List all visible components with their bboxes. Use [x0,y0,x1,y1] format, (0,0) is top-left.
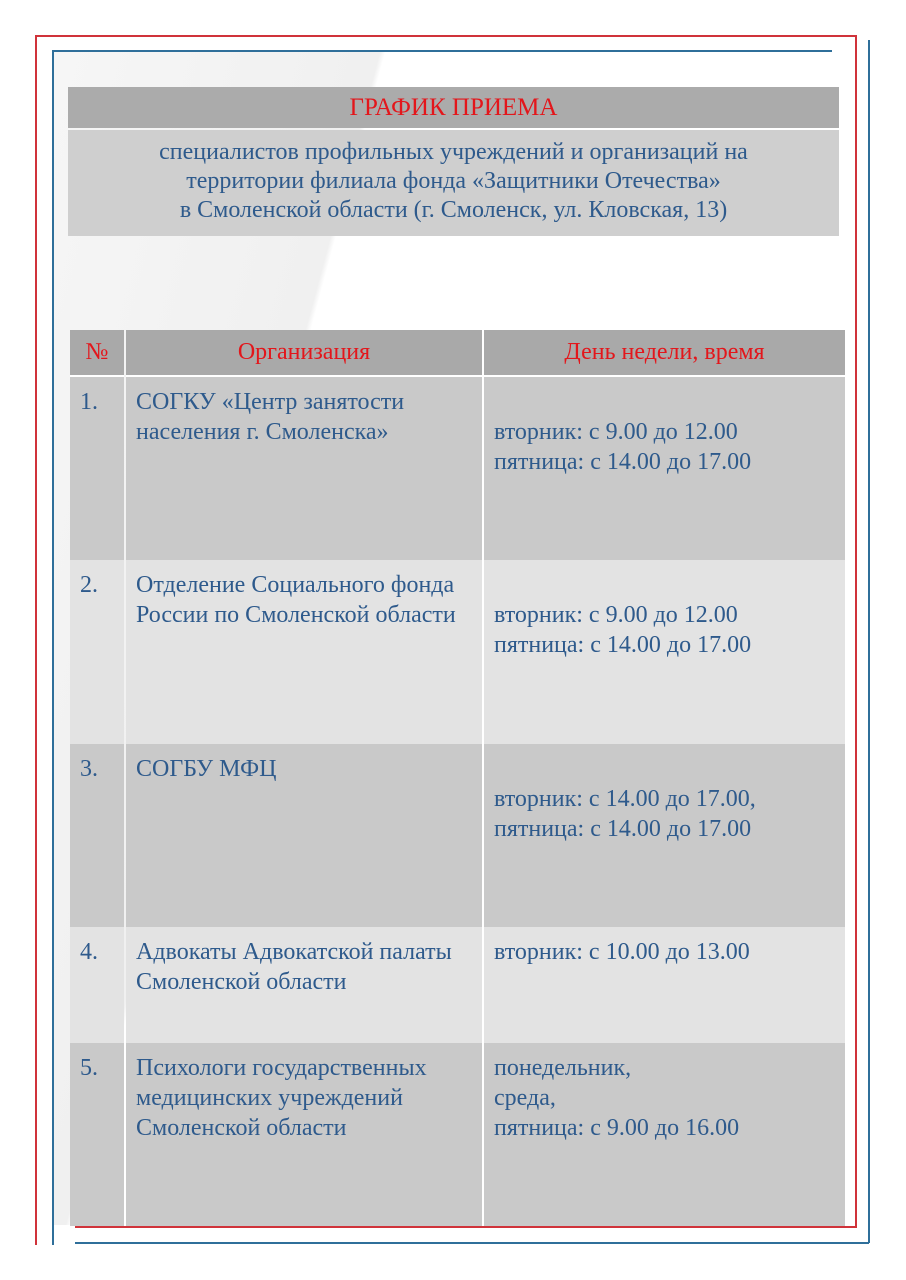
title-block [68,87,839,236]
row-schedule [484,744,845,927]
row-schedule [484,1043,845,1226]
frame-line-blue-left [52,50,54,1245]
row-schedule-text: вторник: с 9.00 до 12.00 пятница: с 14.00 до 17.00 [494,419,752,475]
row-number: 1. [70,377,124,560]
subtitle-line: в Смоленской области (г. Смоленск, ул. Кловская, 13) [179,197,728,223]
row-number: 4. [70,927,124,1043]
row-schedule-text: вторник: с 10.00 до 13.00 [494,939,750,965]
table-row [70,560,845,744]
row-schedule-text: понедельник, среда, пятница: с 9.00 до 16.00 [494,1055,740,1141]
frame-line-red-left [35,35,37,1245]
row-schedule [484,560,845,744]
row-organization: СОГКУ «Центр занятости населения г. Смоленска» [126,377,482,560]
row-organization: Психологи государственных медицинских учреждений Смоленской области [126,1043,482,1226]
table-row [70,1043,845,1226]
row-number: 3. [70,744,124,927]
table-row [70,744,845,927]
column-header-organization: Организация [126,330,482,377]
page-subtitle [68,130,839,236]
row-organization: Отделение Социального фонда России по Смоленской области [126,560,482,744]
column-header-schedule: День недели, время [484,330,845,377]
frame-line-red-right [855,35,857,1228]
page-title: ГРАФИК ПРИЕМА [68,87,839,128]
row-organization: Адвокаты Адвокатской палаты Смоленской области [126,927,482,1043]
frame-line-blue-bottom [75,1242,869,1244]
row-organization: СОГБУ МФЦ [126,744,482,927]
subtitle-line: специалистов профильных учреждений и организаций на [159,139,748,165]
frame-line-red-top [35,35,857,37]
frame-line-red-bottom [75,1226,857,1228]
row-schedule [484,377,845,560]
table-row [70,377,845,560]
subtitle-line: территории филиала фонда «Защитники Отечества» [186,168,721,194]
frame-line-blue-right [868,40,870,1243]
row-schedule-text: вторник: с 9.00 до 12.00 пятница: с 14.00 до 17.00 [494,602,752,658]
table-row [70,927,845,1043]
table-header-row [70,330,845,377]
row-schedule [484,927,845,1043]
frame-line-blue-top [52,50,832,52]
row-schedule-text: вторник: с 14.00 до 17.00, пятница: с 14.00 до 17.00 [494,786,756,842]
column-header-number: № [70,330,124,377]
row-number: 2. [70,560,124,744]
row-number: 5. [70,1043,124,1226]
schedule-table [68,330,847,1226]
